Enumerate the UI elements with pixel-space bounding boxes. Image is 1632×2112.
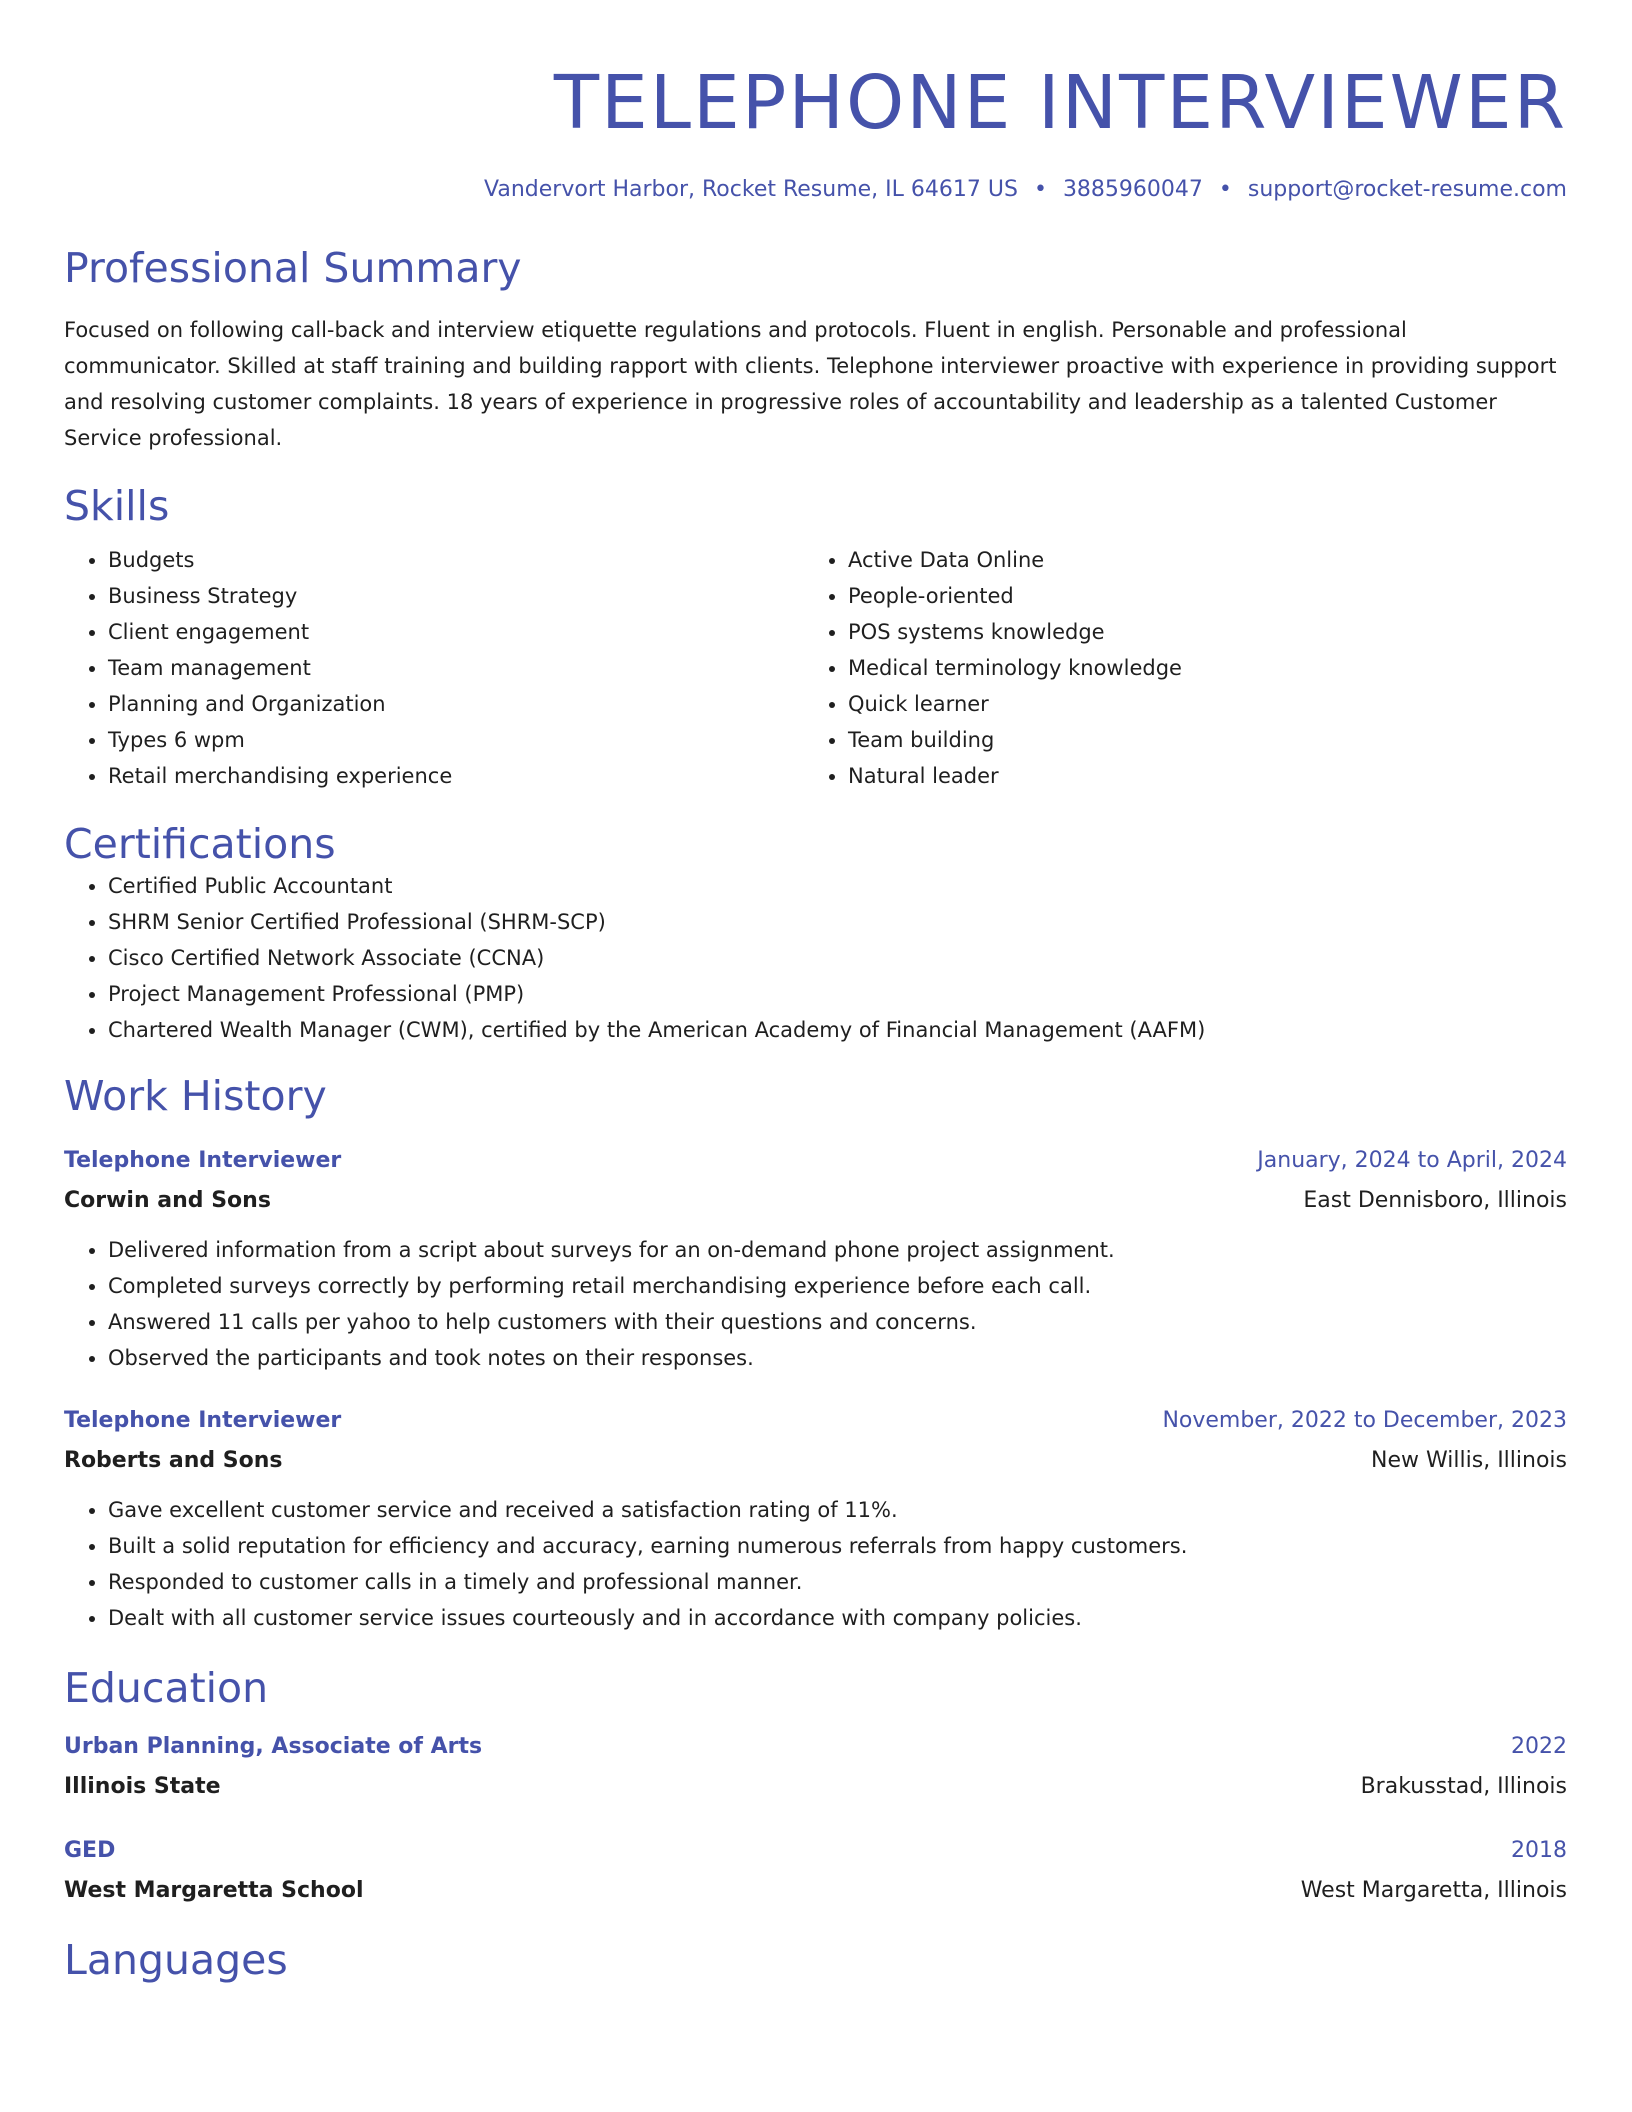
job-bullet: • Gave excellent customer service and received a satisfaction rating of 11%. xyxy=(108,1492,1567,1528)
education-degree: Urban Planning, Associate of Arts xyxy=(64,1734,483,1759)
contact-line xyxy=(64,176,1567,204)
certification-item: • SHRM Senior Certified Professional (SHRM-SCP) xyxy=(108,904,1567,940)
job-company: Roberts and Sons xyxy=(64,1448,283,1473)
certifications-list xyxy=(64,868,1567,1048)
certification-item: • Cisco Certified Network Associate (CCNA) xyxy=(108,940,1567,976)
contact-email: support@rocket-resume.com xyxy=(1247,177,1567,202)
work-history-heading: Work History xyxy=(64,1072,327,1120)
resume-name: TELEPHONE INTERVIEWER xyxy=(553,60,1567,146)
education-entry xyxy=(64,1836,1567,1906)
skill-item: • POS systems knowledge xyxy=(848,614,1544,650)
education-degree: GED xyxy=(64,1838,116,1863)
job-entry xyxy=(64,1406,1567,1636)
job-title: Telephone Interviewer xyxy=(64,1408,342,1433)
skill-item: • Active Data Online xyxy=(848,542,1544,578)
job-dates: November, 2022 to December, 2023 xyxy=(1162,1408,1567,1433)
job-company: Corwin and Sons xyxy=(64,1188,271,1213)
contact-phone: 3885960047 xyxy=(1062,177,1203,202)
education-year: 2018 xyxy=(1511,1838,1567,1863)
skills-columns xyxy=(64,542,1567,794)
contact-separator: • xyxy=(1033,177,1047,202)
skill-item: • Team building xyxy=(848,722,1544,758)
education-school: Illinois State xyxy=(64,1774,221,1799)
skill-item: • Natural leader xyxy=(848,758,1544,794)
skill-item: • People-oriented xyxy=(848,578,1544,614)
skill-item: • Planning and Organization xyxy=(108,686,804,722)
skill-item: • Retail merchandising experience xyxy=(108,758,804,794)
job-location: New Willis, Illinois xyxy=(1371,1448,1567,1473)
skill-item: • Business Strategy xyxy=(108,578,804,614)
skill-item: • Medical terminology knowledge xyxy=(848,650,1544,686)
job-bullet: • Observed the participants and took notes on their responses. xyxy=(108,1340,1567,1376)
job-bullets xyxy=(64,1492,1567,1636)
skills-right-list xyxy=(804,542,1544,794)
skills-left-list xyxy=(64,542,804,794)
summary-heading: Professional Summary xyxy=(64,244,522,292)
job-bullet: • Delivered information from a script about surveys for an on-demand phone project assignment. xyxy=(108,1232,1567,1268)
job-bullet: • Responded to customer calls in a timely and professional manner. xyxy=(108,1564,1567,1600)
skill-item: • Client engagement xyxy=(108,614,804,650)
certifications-heading: Certifications xyxy=(64,820,336,868)
job-bullet: • Completed surveys correctly by performing retail merchandising experience before each call. xyxy=(108,1268,1567,1304)
contact-separator: • xyxy=(1218,177,1232,202)
languages-heading: Languages xyxy=(64,1936,288,1984)
certification-item: • Project Management Professional (PMP) xyxy=(108,976,1567,1012)
certification-item: • Chartered Wealth Manager (CWM), certified by the American Academy of Financial Management (AAFM) xyxy=(108,1012,1567,1048)
skill-item: • Quick learner xyxy=(848,686,1544,722)
education-heading: Education xyxy=(64,1664,269,1712)
job-title: Telephone Interviewer xyxy=(64,1148,342,1173)
job-location: East Dennisboro, Illinois xyxy=(1303,1188,1567,1213)
job-bullet: • Built a solid reputation for efficiency and accuracy, earning numerous referrals from happy customers. xyxy=(108,1528,1567,1564)
education-location: West Margaretta, Illinois xyxy=(1300,1878,1567,1903)
job-bullet: • Dealt with all customer service issues courteously and in accordance with company policies. xyxy=(108,1600,1567,1636)
contact-address: Vandervort Harbor, Rocket Resume, IL 64617 US xyxy=(484,177,1018,202)
skill-item: • Types 6 wpm xyxy=(108,722,804,758)
job-entry xyxy=(64,1146,1567,1376)
summary-text: Focused on following call-back and interview etiquette regulations and protocols. Fluent in english. Personable and professional communicator. Skilled at staff training and building rapport with clients. Telephone interviewer proactive with experience in providing support and resolving customer complaints. 18 years of experience in progressive roles of accountability and leadership as a talented Customer Service professional. xyxy=(64,318,1557,450)
education-year: 2022 xyxy=(1511,1734,1567,1759)
job-bullet: • Answered 11 calls per yahoo to help customers with their questions and concerns. xyxy=(108,1304,1567,1340)
education-school: West Margaretta School xyxy=(64,1878,364,1903)
education-entry xyxy=(64,1732,1567,1802)
skills-heading: Skills xyxy=(64,482,170,530)
skill-item: • Team management xyxy=(108,650,804,686)
education-location: Brakusstad, Illinois xyxy=(1360,1774,1567,1799)
certification-item: • Certified Public Accountant xyxy=(108,868,1567,904)
resume-page xyxy=(64,0,1567,1984)
job-dates: January, 2024 to April, 2024 xyxy=(1257,1148,1567,1173)
job-bullets xyxy=(64,1232,1567,1376)
skill-item: • Budgets xyxy=(108,542,804,578)
